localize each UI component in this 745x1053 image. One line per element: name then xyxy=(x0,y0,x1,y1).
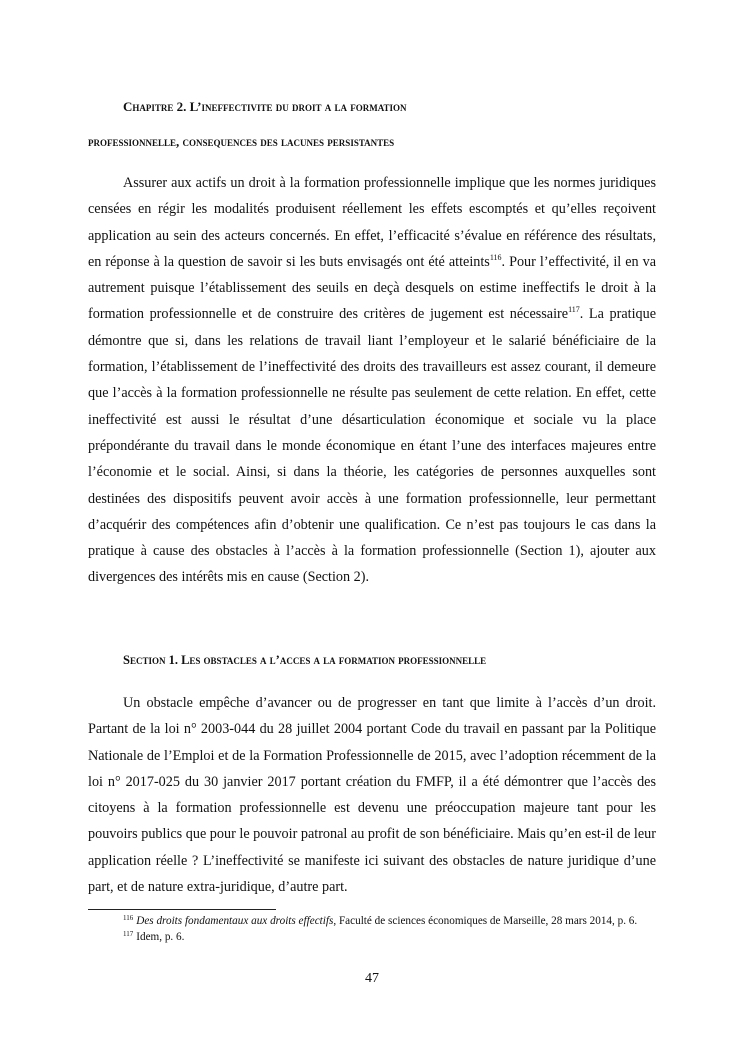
intro-text-part-3: . La pratique démontre que si, dans les relations de travail liant l’employeur et le salarié bénéficiaire de la formation, l’établissement de l’ineffectivité des droits des travailleurs est assez courant, il demeure que l’accès à la formation professionnelle ne résulte pas seulement de cette relation. En effet, cette ineffectivité est aussi le résultat d’une désarticulation économique et sociale vu la place prépondérante du travail dans le monde économique en étant l’une des interfaces majeures entre l’économie et le social. Ainsi, si dans la théorie, les catégories de personnes auxquelles sont destinées des dispositifs peuvent avoir accès à une formation professionnelle, leur permettant d’acquérir des compétences afin d’obtenir une qualification. Ce n’est pas toujours le cas dans la pratique à cause des obstacles à l’accès à la formation professionnelle (Section 1), ajouter aux divergences des intérêts mis en cause (Section 2). xyxy=(88,306,656,586)
section-1-title: Section 1. Les obstacles a l’acces a la formation professionnelle xyxy=(123,653,487,667)
intro-text-part-2: . Pour l’effectivité, il en va autrement puisque l’établissement des seuils en deçà desquels on estime ineffectifs le droit à la formation professionnelle et de construire des critères de jugement est nécessaire xyxy=(88,253,656,323)
footnote-cited-title: Des droits fondamentaux aux droits effectifs xyxy=(136,915,334,927)
footnotes xyxy=(88,913,656,945)
footnote-number: 116 xyxy=(123,914,134,922)
intro-paragraph xyxy=(88,170,656,591)
footnote-116 xyxy=(88,913,656,929)
chapter-title xyxy=(88,89,656,159)
footnote-number: 117 xyxy=(123,930,134,938)
chapter-title-line-2: professionnelle, consequences des lacunes persistantes xyxy=(88,134,395,149)
footnote-117 xyxy=(88,929,656,945)
footnote-text: Idem, p. 6. xyxy=(136,931,185,943)
document-page xyxy=(88,0,656,1053)
page-number: 47 xyxy=(365,971,379,986)
footnote-ref-117[interactable]: 117 xyxy=(568,305,580,315)
footnote-ref-116[interactable]: 116 xyxy=(489,252,502,262)
section-1-paragraph: Un obstacle empêche d’avancer ou de progresser en tant que limite à l’accès d’un droit. Partant de la loi n° 2003-044 du 28 juillet 2004 portant Code du travail en passant par la Politique Nationale de l’Emploi et de la Formation Professionnelle de 2015, avec l’adoption récemment de la loi n° 2017-025 du 30 janvier 2017 portant création du FMFP, il a été démontrer que l’accès des citoyens à la formation professionnelle est devenu une préoccupation majeure tant pour les pouvoirs publics que pour le pouvoir patronal au profit de son bénéficiaire. Mais qu’en est-il de leur application réelle ? L’ineffectivité se manifeste ici suivant des obstacles de nature juridique d’une part, et de nature extra-juridique, d’autre part. xyxy=(88,695,656,896)
footnote-separator xyxy=(88,909,276,910)
footnote-text: , Faculté de sciences économiques de Marseille, 28 mars 2014, p. 6. xyxy=(333,915,638,927)
chapter-title-line-1: Chapitre 2. L’ineffectivite du droit a la formation xyxy=(123,99,407,114)
intro-text-part-1: Assurer aux actifs un droit à la formation professionnelle implique que les normes juridiques censées en régir les modalités produisent réellement les effets escomptés et qu’elles reçoivent application au sein des acteurs concernés. En effet, l’efficacité s’évalue en référence des résultats, en réponse à la question de savoir si les buts envisagés ont été atteints xyxy=(88,175,656,270)
